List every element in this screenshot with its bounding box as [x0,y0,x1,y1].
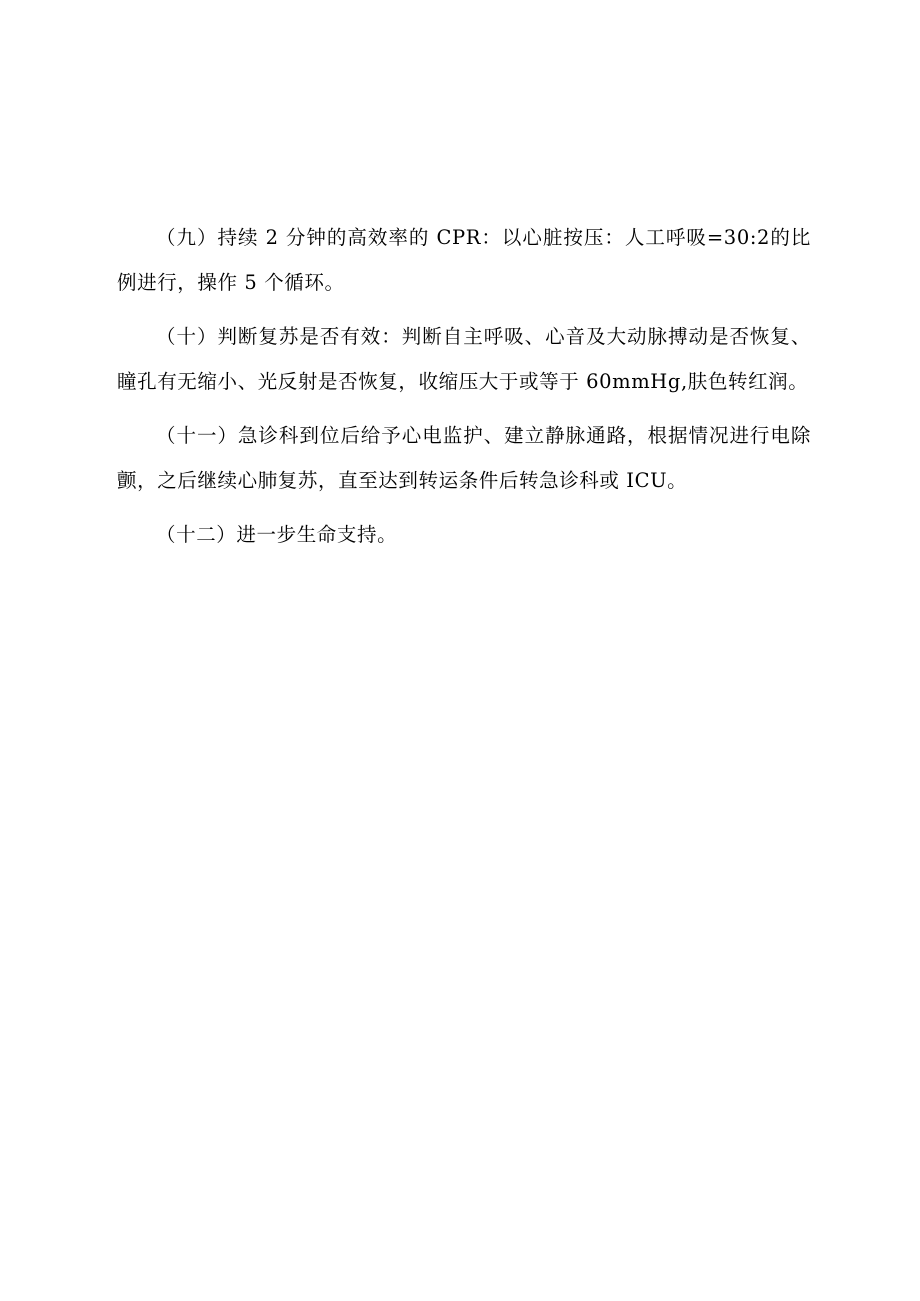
document-body [117,216,811,568]
paragraph-step-9: （九）持续 2 分钟的高效率的 CPR：以心脏按压：人工呼吸=30:2的比例进行，操作 5 个循环。 [117,226,811,294]
paragraph-step-12: （十二）进一步生命支持。 [156,523,398,546]
paragraph-step-10: （十）判断复苏是否有效：判断自主呼吸、心音及大动脉搏动是否恢复、瞳孔有无缩小、光反射是否恢复，收缩压大于或等于 60mmHg,肤色转红润。 [117,325,811,393]
paragraph-step-11: （十一）急诊科到位后给予心电监护、建立静脉通路，根据情况进行电除颤，之后继续心肺复苏，直至达到转运条件后转急诊科或 ICU。 [117,424,811,492]
